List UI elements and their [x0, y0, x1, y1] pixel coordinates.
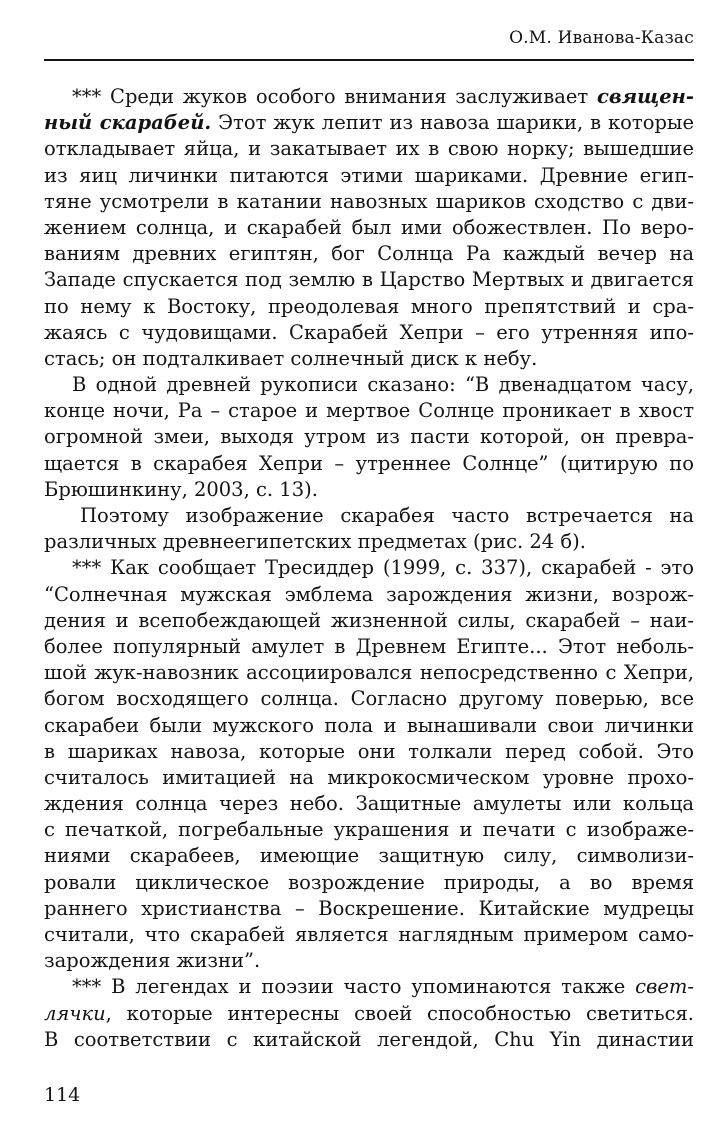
text-segment: В соответствии с китайской легендой, Chu Yin династии — [44, 1027, 694, 1051]
text-segment: ждения солнца через небо. Защитные амулеты или кольца — [44, 792, 694, 816]
text-segment: Этот жук лепит из навоза шарики, в которые — [211, 111, 694, 135]
text-line — [44, 189, 694, 215]
text-segment: в шариках навоза, которые они толкали перед собой. Это — [44, 739, 694, 763]
text-line — [44, 136, 694, 162]
text-segment: *** Среди жуков особого внимания заслуживает — [72, 85, 597, 108]
text-segment: лячки — [44, 1001, 106, 1025]
text-segment: *** Как сообщает Тресиддер (1999, с. 337), скарабей - это — [72, 556, 694, 580]
text-segment: ваниям древних египтян, бог Солнца Ра каждый вечер на — [44, 242, 694, 266]
text-line — [44, 713, 694, 739]
text-segment: богом восходящего солнца. Согласно другому поверью, все — [44, 687, 694, 711]
text-line — [44, 843, 694, 869]
text-line — [44, 267, 694, 293]
text-line — [44, 84, 694, 110]
text-segment: свет- — [635, 975, 694, 999]
text-segment: различных древнеегипетских предметах (рис. 24 б). — [44, 530, 586, 554]
text-line — [44, 241, 694, 267]
text-line — [44, 163, 694, 189]
text-segment: ниями скарабеев, имеющие защитную силу, символизи- — [44, 844, 694, 868]
text-line — [44, 817, 694, 843]
text-segment: зарождения жизни”. — [44, 949, 261, 973]
text-line — [44, 922, 694, 948]
text-line — [44, 582, 694, 608]
text-segment: конце ночи, Ра – старое и мертвое Солнце проникает в хвост — [44, 399, 694, 423]
running-header-author: О.М. Иванова-Казас — [509, 28, 694, 48]
text-line — [44, 346, 694, 372]
text-line — [44, 686, 694, 712]
text-segment: по нему к Востоку, преодолевая много препятствий и сра- — [44, 294, 694, 318]
text-line — [44, 529, 694, 555]
text-line — [44, 739, 694, 765]
text-segment: более популярный амулет в Древнем Египте... Этот неболь- — [44, 634, 694, 658]
header-rule — [44, 59, 694, 61]
body-text — [44, 84, 694, 1053]
text-line — [44, 634, 694, 660]
text-line — [44, 215, 694, 241]
text-segment: ровали циклическое возрождение природы, а во время — [44, 870, 694, 894]
page-number: 114 — [44, 1084, 81, 1106]
text-segment: Западе спускается под землю в Царство Мертвых и двигается — [44, 268, 694, 292]
text-line — [44, 555, 694, 581]
text-segment: жением солнца, и скарабей был ими обожествлен. По веро- — [44, 215, 694, 239]
text-line — [44, 503, 694, 529]
text-segment: щается в скарабея Хепри – утреннее Солнце” (цитирую по — [44, 451, 694, 475]
text-line — [44, 110, 694, 136]
text-segment: тяне усмотрели в катании навозных шариков сходство с дви- — [44, 189, 694, 213]
text-segment: “Солнечная мужская эмблема зарождения жизни, возрож- — [44, 582, 694, 606]
text-line — [44, 372, 694, 398]
text-line — [44, 948, 694, 974]
text-segment: , которые интересны своей способностью светиться. — [105, 1001, 694, 1025]
text-line — [44, 791, 694, 817]
text-line — [44, 870, 694, 896]
text-segment: ный скарабей. — [44, 111, 212, 135]
text-segment: с печаткой, погребальные украшения и печати с изображе- — [44, 818, 694, 842]
text-segment: считалось имитацией на микрокосмическом уровне прохо- — [44, 765, 694, 789]
text-segment: священ- — [596, 85, 694, 108]
text-segment: шой жук-навозник ассоциировался непосредственно с Хепри, — [44, 661, 694, 685]
text-line — [44, 1001, 694, 1027]
text-line — [44, 398, 694, 424]
text-segment: считали, что скарабей является наглядным примером само- — [44, 923, 694, 946]
text-line — [44, 477, 694, 503]
text-line — [44, 320, 694, 346]
text-line — [44, 896, 694, 922]
text-segment: скарабеи были мужского пола и вынашивали свои личинки — [44, 713, 694, 737]
text-segment: *** В легендах и поэзии часто упоминаются также — [72, 975, 636, 999]
text-line — [44, 1027, 694, 1053]
text-line — [44, 608, 694, 634]
text-segment: стась; он подталкивает солнечный диск к небу. — [44, 346, 538, 370]
text-segment: раннего христианства – Воскрешение. Китайские мудрецы — [44, 896, 694, 920]
text-segment: В одной древней рукописи сказано: “В двенадцатом часу, — [72, 373, 694, 397]
text-segment: Поэтому изображение скарабея часто встречается на — [80, 504, 694, 527]
text-line — [44, 294, 694, 320]
text-segment: жаясь с чудовищами. Скарабей Хепри – его утренняя ипо- — [44, 320, 694, 344]
text-segment: из яиц личинки питаются этими шариками. Древние егип- — [44, 163, 694, 187]
text-line — [44, 424, 694, 450]
text-segment: Брюшинкину, 2003, с. 13). — [44, 477, 318, 501]
text-segment: дения и всепобеждающей жизненной силы, скарабей – наи- — [44, 608, 694, 632]
text-line — [44, 660, 694, 686]
text-line — [44, 451, 694, 477]
text-line — [44, 974, 694, 1000]
text-segment: откладывает яйца, и закатывает их в свою норку; вышедшие — [44, 137, 694, 161]
text-segment: огромной змеи, выходя утром из пасти которой, он превра- — [44, 425, 694, 449]
text-line — [44, 765, 694, 791]
